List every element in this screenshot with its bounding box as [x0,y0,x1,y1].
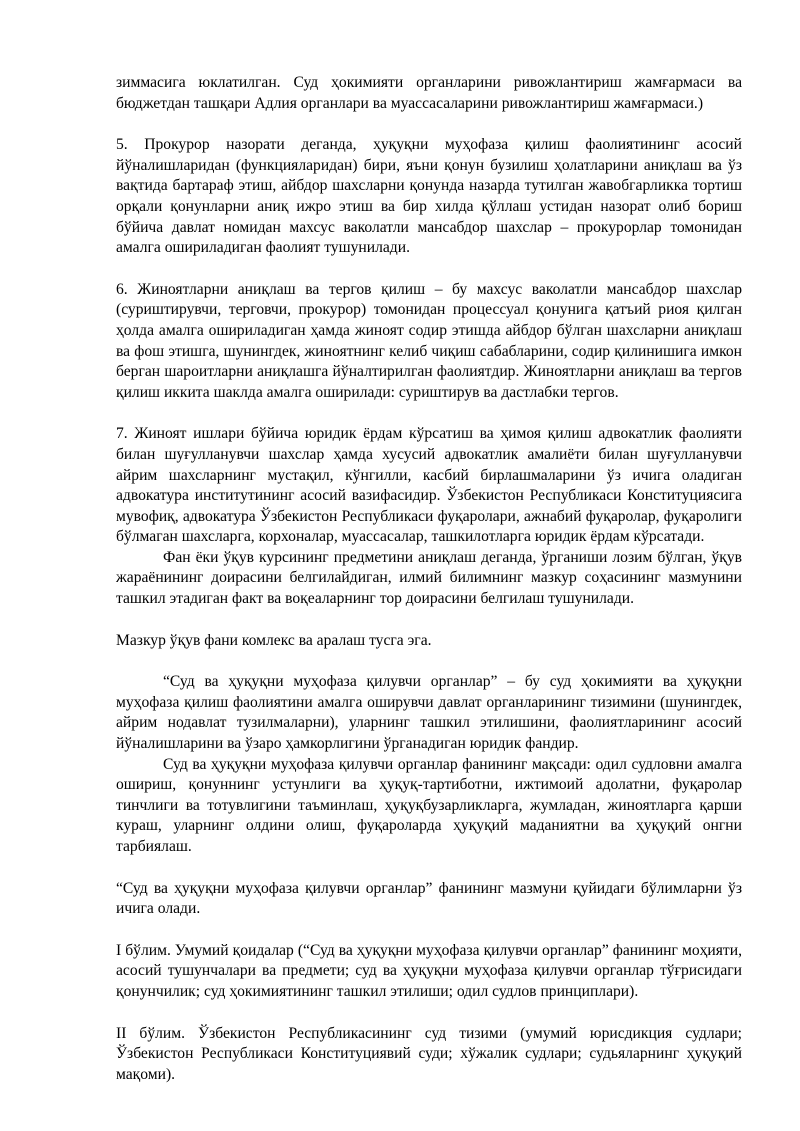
paragraph-course-goal: Суд ва ҳуқуқни муҳофаза қилувчи органлар фанининг мақсади: одил судловни амалга ошириш, қонуннинг устунлиги ва ҳуқуқ-тартиботни, ижтимоий адолатни, фуқаролар тинчлиги ва тотувлигини таъминлаш, ҳуқуқбузарликларга, жумладан, жиноятларга қарши кураш, уларнинг олдини олиш, фуқароларда ҳуқуқий маданиятни ва ҳуқуқий онгни тарбиялаш. [116,755,742,855]
paragraph-complex-nature: Мазкур ўқув фани комлекс ва аралаш тусга эга. [116,631,432,649]
paragraph-section-1: I бўлим. Умумий қоидалар (“Суд ва ҳуқуқни муҳофаза қилувчи органлар” фанининг моҳияти, асосий тушунчалари ва предмети; суд ва ҳуқуқни муҳофаза қилувчи органлар тўғрисидаги қонунчилик; суд ҳокимиятининг ташкил этилиши; одил судлов принциплари). [116,941,742,1000]
paragraph-course-content: “Суд ва ҳуқуқни муҳофаза қилувчи органлар” фанининг мазмуни қуйидаги бўлимларни ўз ичига олади. [116,879,742,918]
paragraph-subject-definition: Фан ёки ўқув курсининг предметини аниқлаш деганда, ўрганиши лозим бўлган, ўқув жараёнининг доирасини белгилайдиган, илмий билимнинг мазкур соҳасининг мазмунини ташкил этадиган факт ва воқеаларнинг тор доирасини белгилаш тушунилади. [116,548,742,608]
paragraph-course-definition: “Суд ва ҳуқуқни муҳофаза қилувчи органлар” – бу суд ҳокимияти ва ҳуқуқни муҳофаза қилиш фаолиятини амалга оширувчи давлат органларининг тизимини (шунингдек, айрим нодавлат тузилмаларни), уларнинг ташкил этилишини, фаолиятларининг асосий йўналишларини ва ўзаро ҳамкорлигини ўрганадиган юридик фандир. [116,673,742,753]
paragraph-section-2: II бўлим. Ўзбекистон Республикасининг суд тизими (умумий юрисдикция судлари; Ўзбекистон Республикаси Конституциявий суди; хўжалик судлари; судьяларнинг ҳуқуқий мақоми). [116,1024,742,1083]
paragraph-item-6: 6. Жиноятларни аниқлаш ва тергов қилиш – бу махсус ваколатли мансабдор шахслар (суриштирувчи, терговчи, прокурор) томонидан процессуал қонунига қатъий риоя қилган ҳолда амалга ошириладиган ҳамда жиноят содир этишда айбдор бўлган шахсларни аниқлаш ва фош этишга, шунингдек, жиноятнинг келиб чиқиш сабабларини, содир қилинишига имкон берган шароитларни аниқлашга йўналтирилган фаолиятдир. Жиноятларни аниқлаш ва тергов қилиш иккита шаклда амалга оширилади: суриштирув ва дастлабки тергов. [116,280,742,401]
paragraph-item-7: 7. Жиноят ишлари бўйича юридик ёрдам кўрсатиш ва ҳимоя қилиш адвокатлик фаолияти билан шуғулланувчи шахслар ҳамда хусусий адвокатлик амалиёти билан шуғулланувчи айрим шахсларнинг мустақил, кўнгилли, касбий бирлашмаларини ўз ичига оладиган адвокатура институтининг асосий вазифасидир. Ўзбекистон Республикаси Конституциясига мувофиқ, адвокатура Ўзбекистон Республикаси фуқаролари, ажнабий фуқаролар, фуқаролиги бўлмаган шахсларга, корхоналар, муассасалар, ташкилотларга юридик ёрдам кўрсатади. [116,425,742,546]
paragraph-continuation: зиммасига юклатилган. Суд ҳокимияти органларини ривожлантириш жамғармаси ва бюджетдан ташқари Адлия органлари ва муассасаларини ривожлантириш жамғармаси.) [116,74,742,112]
paragraph-item-5: 5. Прокурор назорати деганда, ҳуқуқни муҳофаза қилиш фаолиятининг асосий йўналишларидан (функцияларидан) бири, яъни қонун бузилиш ҳолатларини аниқлаш ва ўз вақтида бартараф этиш, айбдор шахсларни қонунда назарда тутилган жавобгарликка тортиш орқали қонунларни аниқ ижро этиш ва бир хилда қўллаш устидан назорат олиб бориш бўйича давлат номидан махсус ваколатли мансабдор шахслар – прокурорлар томонидан амалга ошириладиган фаолият тушунилади. [116,136,742,257]
document-page [116,73,742,1085]
